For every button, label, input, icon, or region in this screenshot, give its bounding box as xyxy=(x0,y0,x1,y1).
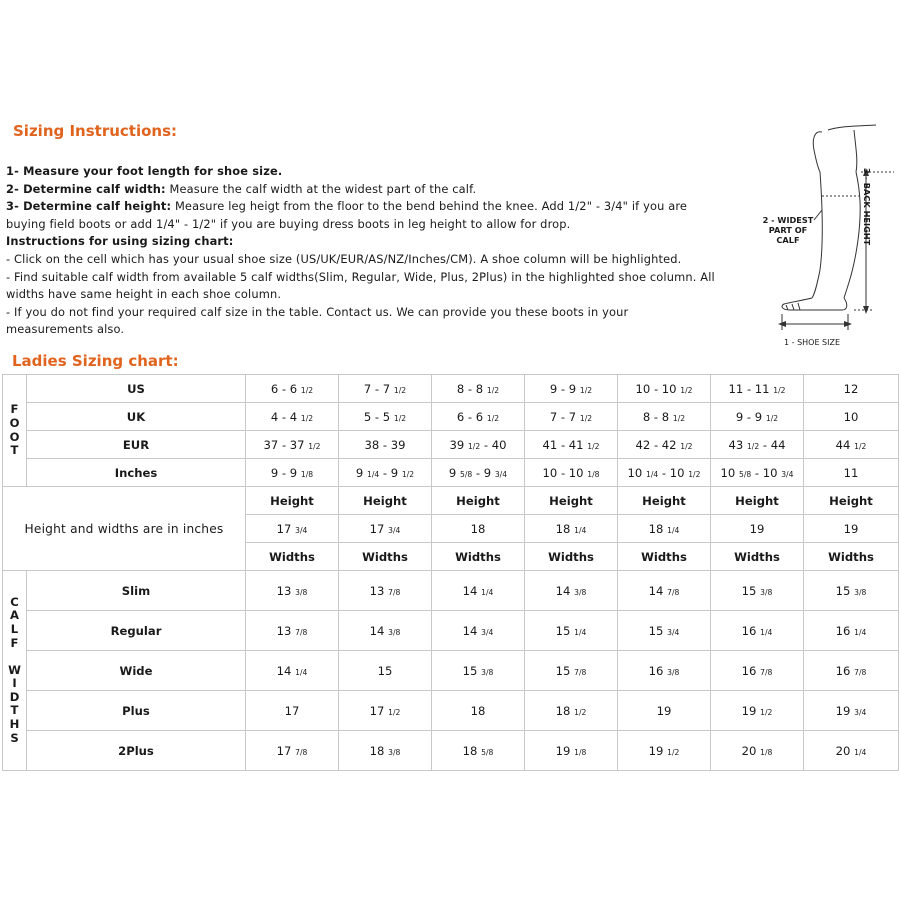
shoe-size-cell[interactable] xyxy=(432,375,525,403)
value-main: 14 xyxy=(648,583,668,598)
value-main: 19 xyxy=(555,743,575,758)
widths-header: Widths xyxy=(432,543,525,571)
vertical-letter: L xyxy=(10,621,19,636)
value-fraction: 1/4 xyxy=(667,525,680,535)
calf-width-label: Slim xyxy=(27,571,246,611)
step-2: 2- Determine calf width: Measure the calf width at the widest part of the calf. xyxy=(6,181,477,196)
calf-width-cell[interactable] xyxy=(618,571,711,611)
widths-header: Widths xyxy=(525,543,618,571)
value-main: 7 - 7 xyxy=(549,409,580,424)
height-header: Height xyxy=(618,487,711,515)
widths-header: Widths xyxy=(339,543,432,571)
calf-width-cell[interactable] xyxy=(711,571,804,611)
value-fraction: 5/8 xyxy=(481,747,494,757)
calf-width-cell[interactable] xyxy=(525,731,618,771)
shoe-size-cell[interactable] xyxy=(432,431,525,459)
value-main: 7 - 7 xyxy=(363,381,394,396)
value-fraction: 1/2 xyxy=(746,441,760,451)
calf-width-cell[interactable] xyxy=(432,571,525,611)
calf-width-cell[interactable] xyxy=(432,611,525,651)
shoe-size-cell[interactable] xyxy=(432,403,525,431)
value-fraction: 1/2 xyxy=(486,413,500,423)
value-fraction: 3/4 xyxy=(481,627,494,637)
calf-width-cell[interactable] xyxy=(804,691,899,731)
step-3: 3- Determine calf height: Measure leg heigt from the floor to the bend behind the knee. Add 1/2" - 3/4" if you are buying field boots or add 1/4" - 1/2" if you are buying dress boots in leg height to allow for drop. xyxy=(6,199,688,231)
value-main: 13 xyxy=(369,583,389,598)
value-fraction: 3/8 xyxy=(574,587,587,597)
calf-width-cell[interactable] xyxy=(432,651,525,691)
value-fraction: 1/4 xyxy=(645,469,659,479)
vertical-letter: C xyxy=(10,594,19,609)
value-main: 19 xyxy=(749,521,765,536)
height-cell xyxy=(618,515,711,543)
shoe-size-cell[interactable] xyxy=(618,459,711,487)
value-fraction: 7/8 xyxy=(388,587,401,597)
value-fraction: 1/8 xyxy=(300,469,314,479)
value-fraction: 1/2 xyxy=(300,385,314,395)
value-fraction: 1/2 xyxy=(773,385,786,395)
value-main: 38 - 39 xyxy=(364,437,406,452)
shoe-size-cell[interactable] xyxy=(618,403,711,431)
vertical-letter: S xyxy=(10,730,19,745)
value-fraction: 1/2 xyxy=(300,413,314,423)
value-main: 18 xyxy=(470,703,486,718)
widths-header: Widths xyxy=(711,543,804,571)
value-fraction: 7/8 xyxy=(574,667,587,677)
value-main: 17 xyxy=(284,703,300,718)
widths-header: Widths xyxy=(618,543,711,571)
value-main: 11 - 11 xyxy=(728,381,774,396)
shoe-size-cell[interactable] xyxy=(525,403,618,431)
value-main: 9 xyxy=(448,465,460,480)
shoe-size-cell[interactable] xyxy=(711,375,804,403)
value-main: 18 xyxy=(369,743,389,758)
chart-instruction-3: - If you do not find your required calf size in the table. Contact us. We can provide you these boots in your measurements also. xyxy=(6,304,629,337)
calf-width-cell[interactable] xyxy=(432,691,525,731)
calf-width-label: Plus xyxy=(27,691,246,731)
calf-width-cell[interactable] xyxy=(618,651,711,691)
calf-width-cell[interactable] xyxy=(618,731,711,771)
value-main: 13 xyxy=(276,583,296,598)
value-fraction: 7/8 xyxy=(760,667,773,677)
calf-width-label: 2Plus xyxy=(27,731,246,771)
shoe-size-cell[interactable] xyxy=(525,459,618,487)
calf-width-cell[interactable] xyxy=(711,691,804,731)
value-fraction: 1/2 xyxy=(765,413,779,423)
value-main: 15 xyxy=(648,623,668,638)
calf-width-row xyxy=(3,651,899,691)
value-main: 10 xyxy=(627,465,646,480)
value-fraction: 1/2 xyxy=(672,413,686,423)
value-fraction: 1/2 xyxy=(579,413,593,423)
value-main: 17 xyxy=(369,703,389,718)
height-cell xyxy=(432,515,525,543)
units-note: Height and widths are in inches xyxy=(3,487,246,571)
height-header: Height xyxy=(804,487,899,515)
calf-width-cell[interactable] xyxy=(246,651,339,691)
value-main: 19 xyxy=(741,703,761,718)
shoe-size-cell[interactable] xyxy=(804,375,899,403)
value-fraction: 1/8 xyxy=(587,469,600,479)
calf-width-cell[interactable] xyxy=(804,651,899,691)
value-fraction: 3/4 xyxy=(494,469,508,479)
value-main: 37 - 37 xyxy=(263,437,309,452)
value-fraction: 3/8 xyxy=(667,667,680,677)
calf-width-row xyxy=(3,731,899,771)
value-main: 15 xyxy=(741,583,761,598)
vertical-letter: T xyxy=(10,703,19,718)
value-fraction: 3/4 xyxy=(781,469,794,479)
value-fraction: 5/8 xyxy=(459,469,473,479)
value-fraction: 3/8 xyxy=(388,747,401,757)
value-main: 5 - 5 xyxy=(363,409,394,424)
value-fraction: 1/2 xyxy=(680,385,693,395)
value-main: 10 - 10 xyxy=(542,465,588,480)
value-main: 19 xyxy=(835,703,855,718)
value-main: 20 xyxy=(741,743,761,758)
value-fraction: 3/8 xyxy=(854,587,867,597)
value-main: 41 - 41 xyxy=(542,437,588,452)
value-main: 16 xyxy=(835,623,855,638)
value-main: 14 xyxy=(462,583,482,598)
vertical-letter: I xyxy=(12,676,17,691)
sizing-chart-table xyxy=(2,374,899,771)
value-tail: - 9 xyxy=(379,465,402,480)
shoe-size-cell[interactable] xyxy=(711,431,804,459)
shoe-size-label: 1 - SHOE SIZE xyxy=(784,338,841,347)
back-height-label: 3 - BACK HEIGHT xyxy=(862,168,872,246)
vertical-letter: O xyxy=(9,429,20,444)
value-main: 15 xyxy=(555,623,575,638)
height-cell xyxy=(804,515,899,543)
size-system-label: US xyxy=(27,375,246,403)
value-main: 15 xyxy=(377,663,393,678)
vertical-letter xyxy=(3,650,26,664)
value-fraction: 1/2 xyxy=(760,707,773,717)
shoe-size-cell[interactable] xyxy=(804,403,899,431)
value-fraction: 1/2 xyxy=(574,707,587,717)
value-main: 6 - 6 xyxy=(456,409,487,424)
value-fraction: 7/8 xyxy=(667,587,680,597)
shoe-size-cell[interactable] xyxy=(246,459,339,487)
value-fraction: 1/4 xyxy=(295,667,308,677)
chart-instructions-title: Instructions for using sizing chart: xyxy=(6,234,234,249)
size-system-label: Inches xyxy=(27,459,246,487)
height-cell xyxy=(339,515,432,543)
calf-width-cell[interactable] xyxy=(525,611,618,651)
value-main: 18 xyxy=(648,521,668,536)
value-main: 39 xyxy=(449,437,468,452)
calf-width-cell[interactable] xyxy=(339,651,432,691)
shoe-size-cell[interactable] xyxy=(432,459,525,487)
calf-width-cell[interactable] xyxy=(711,651,804,691)
value-main: 15 xyxy=(835,583,855,598)
foot-size-row xyxy=(3,431,899,459)
calf-width-cell[interactable] xyxy=(246,731,339,771)
calf-width-cell[interactable] xyxy=(711,731,804,771)
value-main: 15 xyxy=(555,663,575,678)
shoe-size-cell[interactable] xyxy=(246,403,339,431)
value-main: 10 xyxy=(843,409,859,424)
value-main: 9 - 9 xyxy=(549,381,580,396)
value-fraction: 1/4 xyxy=(366,469,380,479)
value-fraction: 1/2 xyxy=(393,385,407,395)
value-main: 8 - 8 xyxy=(642,409,673,424)
value-main: 19 xyxy=(843,521,859,536)
value-fraction: 1/4 xyxy=(574,627,587,637)
value-main: 9 - 9 xyxy=(735,409,766,424)
vertical-letter: F xyxy=(10,635,19,650)
value-tail: - 10 xyxy=(751,465,782,480)
vertical-letter: A xyxy=(10,608,19,623)
shoe-size-cell[interactable] xyxy=(339,459,432,487)
value-fraction: 1/2 xyxy=(401,469,415,479)
value-tail: - 40 xyxy=(480,437,507,452)
value-fraction: 1/2 xyxy=(688,469,701,479)
calf-width-cell[interactable] xyxy=(618,611,711,651)
shoe-size-cell[interactable] xyxy=(339,431,432,459)
vertical-letter: H xyxy=(9,717,20,732)
value-main: 9 - 9 xyxy=(270,465,301,480)
step-1: 1- Measure your foot length for shoe size. xyxy=(6,164,283,178)
value-main: 4 - 4 xyxy=(270,409,301,424)
value-main: 15 xyxy=(462,663,482,678)
height-label-row xyxy=(3,487,899,515)
widths-header: Widths xyxy=(804,543,899,571)
value-main: 42 - 42 xyxy=(635,437,681,452)
size-system-label: EUR xyxy=(27,431,246,459)
value-fraction: 1/4 xyxy=(574,525,587,535)
shoe-size-cell[interactable] xyxy=(711,403,804,431)
widths-header: Widths xyxy=(246,543,339,571)
value-main: 18 xyxy=(555,521,575,536)
foot-size-row xyxy=(3,375,899,403)
height-header: Height xyxy=(339,487,432,515)
value-fraction: 3/8 xyxy=(760,587,773,597)
value-fraction: 3/4 xyxy=(667,627,680,637)
value-fraction: 1/2 xyxy=(680,441,693,451)
value-fraction: 1/8 xyxy=(574,747,587,757)
calf-width-cell[interactable] xyxy=(804,611,899,651)
value-main: 19 xyxy=(656,703,672,718)
value-main: 12 xyxy=(843,381,859,396)
size-system-label: UK xyxy=(27,403,246,431)
shoe-size-cell[interactable] xyxy=(525,375,618,403)
calf-width-cell[interactable] xyxy=(246,611,339,651)
value-main: 16 xyxy=(835,663,855,678)
vertical-letter: D xyxy=(9,689,20,704)
value-fraction: 1/4 xyxy=(854,627,867,637)
sizing-instructions xyxy=(6,163,746,339)
value-main: 16 xyxy=(741,623,761,638)
height-header: Height xyxy=(711,487,804,515)
calf-width-row xyxy=(3,611,899,651)
foot-size-row xyxy=(3,459,899,487)
value-main: 8 - 8 xyxy=(456,381,487,396)
calf-width-cell[interactable] xyxy=(525,571,618,611)
value-fraction: 3/8 xyxy=(295,587,308,597)
height-header: Height xyxy=(246,487,339,515)
value-main: 16 xyxy=(741,663,761,678)
shoe-size-cell[interactable] xyxy=(804,459,899,487)
value-tail: - 10 xyxy=(658,465,689,480)
calf-width-row xyxy=(3,571,899,611)
calf-width-cell[interactable] xyxy=(525,691,618,731)
value-main: 18 xyxy=(470,521,486,536)
calf-width-cell[interactable] xyxy=(525,651,618,691)
value-main: 14 xyxy=(276,663,296,678)
calf-width-cell[interactable] xyxy=(339,571,432,611)
value-main: 17 xyxy=(369,521,389,536)
value-fraction: 1/2 xyxy=(667,747,680,757)
shoe-size-cell[interactable] xyxy=(618,431,711,459)
value-main: 17 xyxy=(276,743,296,758)
vertical-letter: T xyxy=(10,443,19,458)
value-fraction: 1/4 xyxy=(760,627,773,637)
value-fraction: 3/8 xyxy=(481,667,494,677)
value-tail: - 9 xyxy=(472,465,495,480)
ladies-sizing-chart-title: Ladies Sizing chart: xyxy=(12,352,179,370)
value-fraction: 1/2 xyxy=(854,441,867,451)
foot-size-row xyxy=(3,403,899,431)
value-fraction: 7/8 xyxy=(295,747,308,757)
value-main: 19 xyxy=(648,743,668,758)
value-fraction: 1/8 xyxy=(760,747,773,757)
value-fraction: 1/2 xyxy=(393,413,407,423)
value-fraction: 3/4 xyxy=(295,525,308,535)
calf-width-label: Wide xyxy=(27,651,246,691)
shoe-size-cell[interactable] xyxy=(618,375,711,403)
value-main: 14 xyxy=(462,623,482,638)
value-fraction: 7/8 xyxy=(854,667,867,677)
value-fraction: 5/8 xyxy=(738,469,752,479)
value-main: 10 - 10 xyxy=(635,381,681,396)
height-header: Height xyxy=(525,487,618,515)
value-fraction: 1/4 xyxy=(854,747,867,757)
value-main: 43 xyxy=(728,437,747,452)
vertical-letter: F xyxy=(10,402,19,417)
calf-width-cell[interactable] xyxy=(339,731,432,771)
value-main: 20 xyxy=(835,743,855,758)
value-tail: - 44 xyxy=(759,437,786,452)
calf-width-cell[interactable] xyxy=(804,731,899,771)
value-fraction: 1/2 xyxy=(587,441,600,451)
value-main: 44 xyxy=(835,437,855,452)
calf-width-cell[interactable] xyxy=(804,571,899,611)
value-main: 11 xyxy=(843,465,859,480)
value-main: 6 - 6 xyxy=(270,381,301,396)
value-main: 14 xyxy=(555,583,575,598)
height-cell xyxy=(525,515,618,543)
value-main: 17 xyxy=(276,521,296,536)
shoe-size-cell[interactable] xyxy=(711,459,804,487)
shoe-size-cell[interactable] xyxy=(804,431,899,459)
calf-width-cell[interactable] xyxy=(618,691,711,731)
calf-width-cell[interactable] xyxy=(711,611,804,651)
vertical-group-label xyxy=(3,375,27,487)
value-main: 10 xyxy=(720,465,739,480)
calf-width-row xyxy=(3,691,899,731)
value-main: 9 xyxy=(355,465,367,480)
calf-width-cell[interactable] xyxy=(339,611,432,651)
vertical-letter: W xyxy=(8,662,21,677)
value-main: 14 xyxy=(369,623,389,638)
calf-width-label: Regular xyxy=(27,611,246,651)
height-header: Height xyxy=(432,487,525,515)
vertical-letter: O xyxy=(9,415,20,430)
value-fraction: 1/2 xyxy=(467,441,481,451)
shoe-size-cell[interactable] xyxy=(339,403,432,431)
shoe-size-cell[interactable] xyxy=(246,375,339,403)
calf-width-cell[interactable] xyxy=(339,691,432,731)
chart-instruction-2: - Find suitable calf width from available 5 calf widths(Slim, Regular, Wide, Plus, 2Plus) in the highlighted shoe column. All widths have same height in each shoe column. xyxy=(6,269,715,302)
chart-instruction-1: - Click on the cell which has your usual shoe size (US/UK/EUR/AS/NZ/Inches/CM). A shoe column will be highlighted. xyxy=(6,251,682,266)
shoe-size-cell[interactable] xyxy=(246,431,339,459)
height-cell xyxy=(711,515,804,543)
value-fraction: 1/2 xyxy=(388,707,401,717)
value-fraction: 1/2 xyxy=(486,385,500,395)
value-main: 18 xyxy=(462,743,482,758)
calf-width-cell[interactable] xyxy=(246,571,339,611)
calf-width-cell[interactable] xyxy=(246,691,339,731)
value-fraction: 3/8 xyxy=(388,627,401,637)
value-fraction: 3/4 xyxy=(854,707,867,717)
calf-width-cell[interactable] xyxy=(432,731,525,771)
value-fraction: 1/2 xyxy=(579,385,593,395)
value-fraction: 1/2 xyxy=(308,441,321,451)
shoe-size-cell[interactable] xyxy=(339,375,432,403)
value-main: 16 xyxy=(648,663,668,678)
height-cell xyxy=(246,515,339,543)
widest-calf-label: 2 - WIDEST PART OF CALF xyxy=(762,215,814,245)
value-fraction: 7/8 xyxy=(295,627,308,637)
sizing-instructions-title: Sizing Instructions: xyxy=(13,122,178,140)
value-fraction: 1/4 xyxy=(481,587,494,597)
shoe-size-cell[interactable] xyxy=(525,431,618,459)
value-main: 13 xyxy=(276,623,296,638)
vertical-group-label xyxy=(3,571,27,771)
value-main: 18 xyxy=(555,703,575,718)
value-fraction: 3/4 xyxy=(388,525,401,535)
